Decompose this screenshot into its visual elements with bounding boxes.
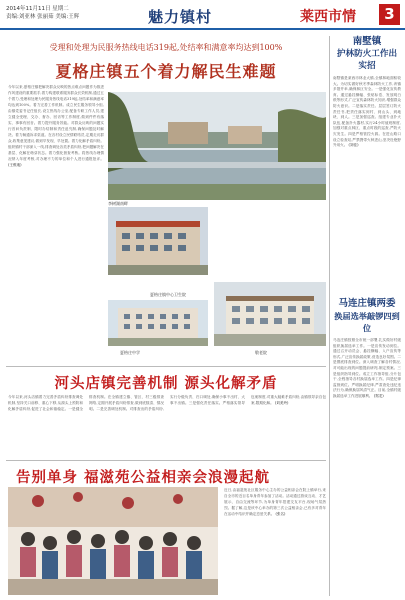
- sidebar-story2-text: [333, 338, 401, 600]
- date-line: 2014年11月11日 星期二: [6, 6, 69, 12]
- story3-text: 近日,由福滋苑社区服务中心主办的公益相亲会在院上镇举行,来自全市的近百名单身青年参加了活动。活动通过游戏互动、才艺展示、自由交流等环节,为单身青年搭建交友平台,现场气氛热烈。据了解,这是该中心举办的第三次公益相亲会,已有多对青年在活动中结识并确定恋爱关系。: [224, 488, 326, 516]
- sidebar-story2-byline: (郑龙): [373, 393, 384, 398]
- lead-story-text: 今年以来,夏格庄镇把解决群众反映的热点难点问题作为推进作风建设的重要抓手,着力构建联系服务群众长效机制,通过五个着力,受理和处理为民服务热线电话319起,处结率和满意率均达到100%。着力完善工作机制。成立民生服务领导小组,由镇党委书记任组长,设立热线办公室,配备专职工作人员,建立健全受理、交办、督办、回访等工作制度,做到件件有落实、事事有回音。着力提升服务效能。对群众反映的问题实行首问负责制、限时办结制和责任追究制,确保问题及时解决。着力畅通诉求渠道。在各村设立民情联络员,定期走访群众,收集意见建议,做到早发现、早处置。着力化解矛盾纠纷。组织镇村干部深入一线,排查调处各类矛盾纠纷,把问题解决在基层、化解在萌芽状态。着力强化督查考核。将热线办理情况纳入年度考核,对办理不力的单位和个人进行通报批评。: [8, 85, 104, 161]
- photo-caption-4: 敬老院: [255, 350, 267, 355]
- story3-headline: 告别单身 福滋苑公益相亲会浪漫起航: [16, 470, 271, 486]
- nursing-home-image: [214, 282, 326, 346]
- photo-health-center: [108, 207, 208, 275]
- lead-story-header: [6, 34, 326, 82]
- editor-line: 责编:刘亚林 张丽茹 美编:王辉: [6, 14, 80, 20]
- photo-caption-2: 夏格庄镇中心卫生院: [150, 292, 186, 297]
- section-divider-2: [6, 460, 326, 461]
- story2-text: 今年以来,河头店镇着力完善矛盾纠纷排查调处机制,坚持关口前移、重心下移,从源头上预防和化解矛盾纠纷,促进了社会和谐稳定。一是健全排查机制。在全镇建立镇、管区、村三级排查网络,定期开展矛盾纠纷排查,做到底数清、情况明。二是完善调处机制。对排查出的矛盾纠纷,实行分级负责、归口调处,确保小事不出村、大事不出镇。三是强化责任落实。严格落实领导包案制度,对重大疑难矛盾纠纷,由镇领导亲自包案,限期化解。: [8, 395, 326, 411]
- sidebar-story2-title-line2: 换届选举敲锣四到位: [334, 311, 400, 333]
- middle-school-image: [108, 300, 208, 346]
- sidebar: [333, 36, 401, 600]
- lead-headline: 夏格庄镇五个着力解民生难题: [55, 62, 277, 81]
- story3: [16, 466, 270, 487]
- sidebar-story1-byline: (刘佳): [348, 143, 359, 148]
- sidebar-story2-title-line1: 马连庄镇两委: [338, 298, 396, 309]
- lead-story-body: [8, 84, 104, 346]
- section-title: 魅力镇村: [148, 8, 213, 26]
- sidebar-story2-title: [333, 298, 401, 334]
- photo-matchmaking-event: [8, 487, 218, 595]
- lead-story-byline: (王维迪): [8, 163, 22, 167]
- column-divider: [329, 36, 330, 596]
- sidebar-story1-title-line2: 护林防火工作出实招: [336, 49, 398, 71]
- story3-body: [224, 487, 326, 593]
- photo-nursing-home: [214, 282, 326, 346]
- issue-date: [6, 5, 79, 21]
- publication-brand: 莱西市情: [300, 9, 356, 25]
- sidebar-story1-body: 南墅镇是莱西市林业大镇,全镇林地面积较大。为切实做好秋冬季森林防火工作,该镇多措并举,确保林区安全。一是强化宣传教育。通过悬挂横幅、张贴标语、发放明白纸等形式,广泛宣传森林防火知识,增强群众防火意识。二是落实责任。层层签订防火责任书,把责任落实到村、到山头、到地块、到人。三是加强巡查。组建专业扑火队伍,配备扑火器材,实行24小时值班制度,加强对重点林区、重点时段的巡查,严防火灾发生。四是严格管控火源。在进山路口设立检查站,严禁携带火种进山,坚决杜绝野外用火。: [333, 76, 401, 148]
- photo-caption-1: 李树湖南畔: [108, 201, 128, 206]
- health-center-image: [108, 207, 208, 275]
- section-divider-1: [6, 366, 326, 367]
- photo-caption-3: 夏格庄中学: [120, 350, 140, 355]
- story2-body: [8, 394, 326, 450]
- page-header: [0, 0, 405, 30]
- page-number: 3: [379, 4, 400, 25]
- photo-middle-school: [108, 300, 208, 346]
- story2-headline: 河头店镇完善机制 源头化解矛盾: [54, 376, 278, 392]
- story3-byline: (张名): [275, 512, 286, 516]
- matchmaking-event-image: [8, 487, 218, 595]
- sidebar-story1-title: [333, 36, 401, 72]
- story2-byline: (刘美玲): [274, 401, 289, 405]
- lead-subheadline: 受理和处理为民服务热线电话319起,处结率和满意率均达到100%: [49, 43, 283, 52]
- story2: [6, 372, 326, 393]
- sidebar-story2-body: 马连庄镇按照全市统一部署,扎实做好村级组织换届选举工作。一是宣传发动到位。通过召开动员会、悬挂横幅、入户宣传等形式,广泛宣传换届政策,营造良好氛围。二是摸底排查到位。深入调查了解各村情况,对可能出现的问题提前研判,制定预案。三是组织指导到位。成立工作指导组,分片包干,全程指导各村换届选举工作。四是纪律监督到位。严明换届纪律,严肃查处违纪违法行为,确保换届风清气正。目前,全镇村级换届选举工作进展顺利。: [333, 338, 401, 398]
- lake-image: [108, 92, 326, 200]
- photo-lake: [108, 92, 326, 200]
- sidebar-story1-title-line1: 南墅镇: [352, 36, 382, 47]
- sidebar-story1-text: [333, 76, 401, 266]
